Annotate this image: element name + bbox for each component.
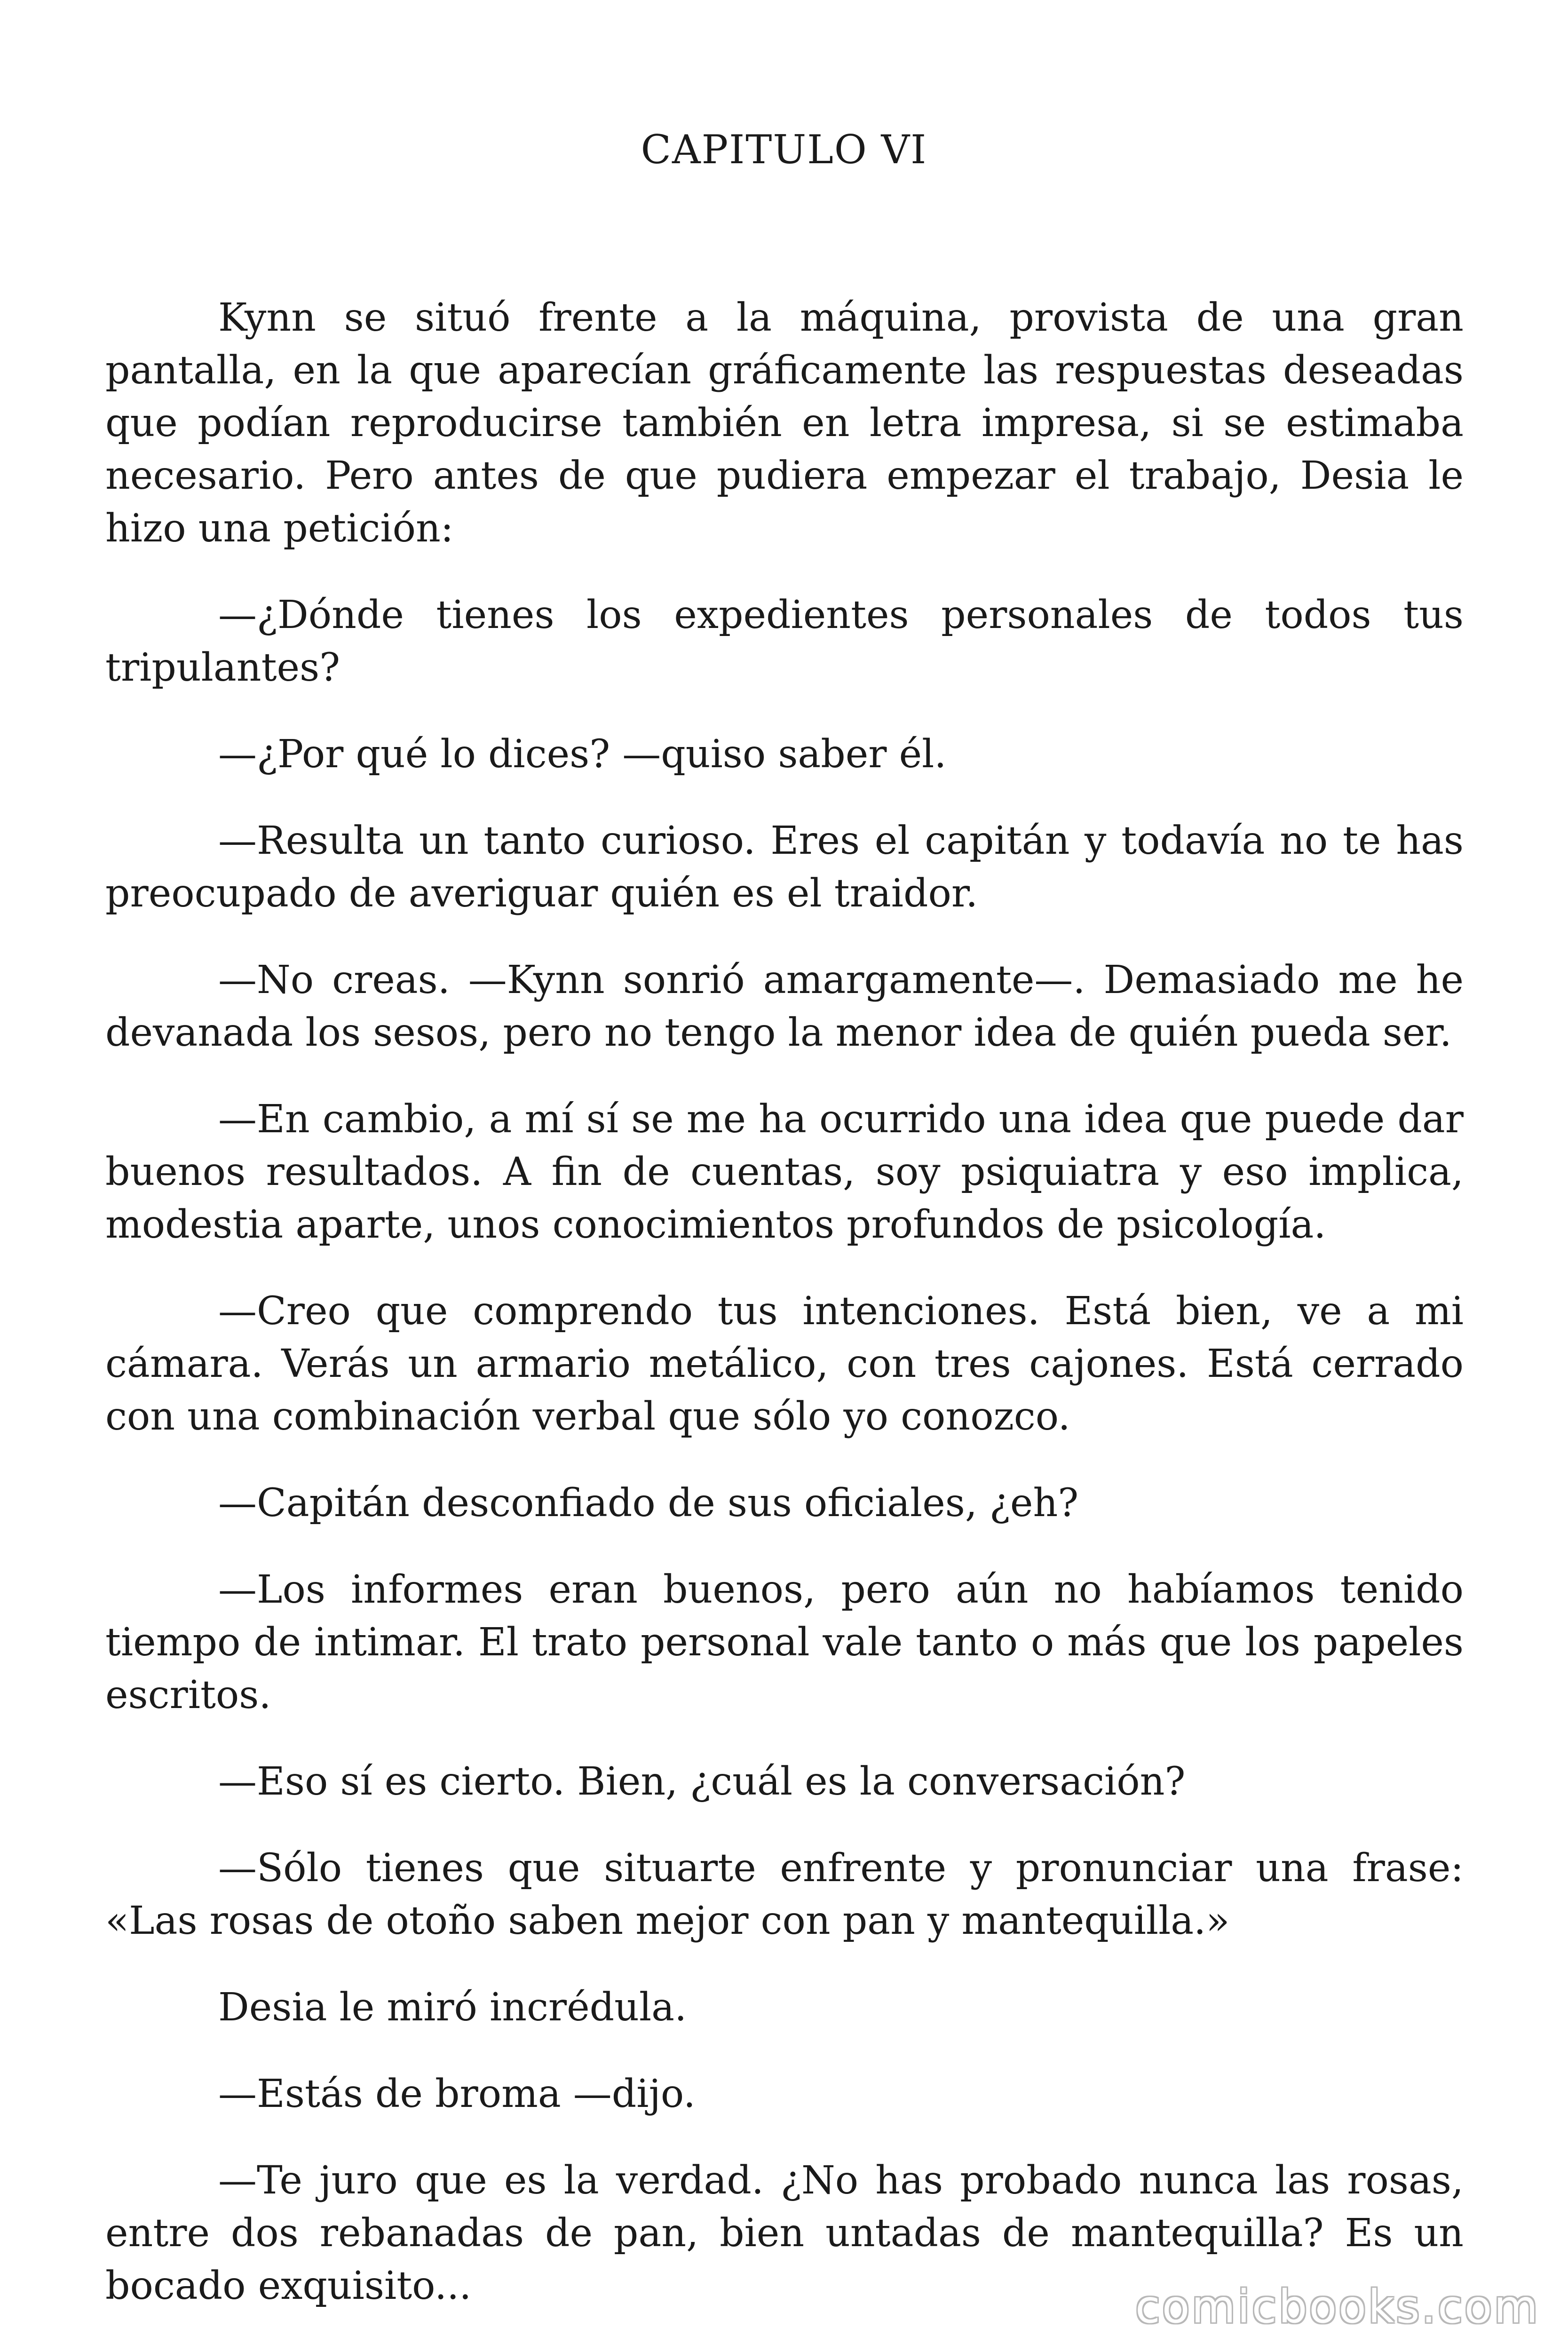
- paragraph: —Eso sí es cierto. Bien, ¿cuál es la conversación?: [218, 1759, 1186, 1804]
- paragraph: —¿Por qué lo dices? —quiso saber él.: [218, 732, 947, 777]
- paragraph: —Creo que comprendo tus intenciones. Está bien, ve a mi cámara. Verás un armario metálico, con tres cajones. Está cerrado con una combinación verbal que sólo yo conozco.: [105, 1289, 1464, 1439]
- paragraph: —Te juro que es la verdad. ¿No has probado nunca las rosas, entre dos rebanadas de pan, bien untadas de mantequilla? Es un bocado exquisito...: [105, 2158, 1464, 2308]
- paragraph: —Estás de broma —dijo.: [218, 2072, 696, 2116]
- paragraph: Desia le miró incrédula.: [218, 1985, 687, 2030]
- chapter-body: [105, 292, 1464, 2346]
- paragraph: —Resulta un tanto curioso. Eres el capitán y todavía no te has preocupado de averiguar quién es el traidor.: [105, 818, 1464, 916]
- paragraph: —Capitán desconfiado de sus oficiales, ¿eh?: [218, 1481, 1079, 1526]
- paragraph: Kynn se situó frente a la máquina, provista de una gran pantalla, en la que aparecían gráficamente las respuestas deseadas que podían reproducirse también en letra impresa, si se estimaba necesario. Pero antes de que pudiera empezar el trabajo, Desia le hizo una petición:: [105, 295, 1464, 551]
- paragraph: —Sólo tienes que situarte enfrente y pronunciar una frase: «Las rosas de otoño saben mejor con pan y mantequilla.»: [105, 1846, 1464, 1943]
- paragraph: —En cambio, a mí sí se me ha ocurrido una idea que puede dar buenos resultados. A fin de cuentas, soy psiquiatra y eso implica, modestia aparte, unos conocimientos profundos de psicología.: [105, 1097, 1464, 1247]
- paragraph: —No creas. —Kynn sonrió amargamente—. Demasiado me he devanada los sesos, pero no tengo la menor idea de quién pueda ser.: [105, 958, 1464, 1055]
- paragraph: —Los informes eran buenos, pero aún no habíamos tenido tiempo de intimar. El trato personal vale tanto o más que los papeles escritos.: [105, 1567, 1464, 1717]
- chapter-title: CAPITULO VI: [641, 127, 927, 173]
- paragraph: —¿Dónde tienes los expedientes personales de todos tus tripulantes?: [105, 593, 1464, 690]
- watermark-logo: comicbooks.com: [1135, 2280, 1540, 2333]
